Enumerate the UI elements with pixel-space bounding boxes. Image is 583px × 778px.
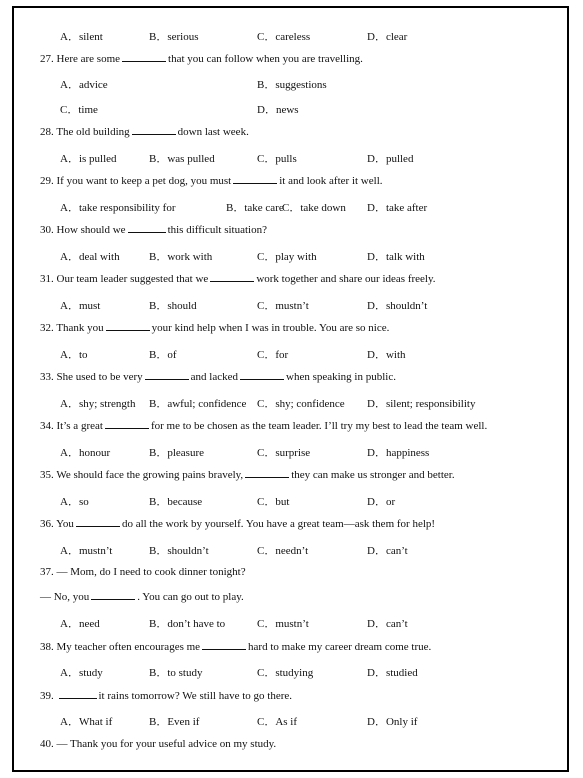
question-39: 39. it rains tomorrow? We still have to go there. xyxy=(40,690,293,702)
q39-option-d[interactable]: D．Only if xyxy=(367,716,418,728)
q27-option-c[interactable]: C．time xyxy=(60,104,98,116)
question-33: 33. She used to be very and lacked when speaking in public. xyxy=(40,371,396,383)
q37-option-b[interactable]: B．don’t have to xyxy=(149,618,226,630)
q32-option-d[interactable]: D．with xyxy=(367,349,406,361)
q35-option-a[interactable]: A．so xyxy=(60,496,89,508)
q29-option-c[interactable]: C．take down xyxy=(282,202,346,214)
q28-option-a[interactable]: A．is pulled xyxy=(60,153,117,165)
q34-option-d[interactable]: D．happiness xyxy=(367,447,430,459)
answer-blank[interactable] xyxy=(245,468,289,478)
answer-blank[interactable] xyxy=(145,370,189,380)
q32-option-c[interactable]: C．for xyxy=(257,349,289,361)
q36-option-a[interactable]: A．mustn’t xyxy=(60,545,113,557)
q32-option-a[interactable]: A．to xyxy=(60,349,88,361)
q37-option-c[interactable]: C．mustn’t xyxy=(257,618,309,630)
q34-option-b[interactable]: B．pleasure xyxy=(149,447,204,459)
question-28: 28. The old building down last week. xyxy=(40,126,249,138)
q37-option-a[interactable]: A．need xyxy=(60,618,100,630)
q30-option-c[interactable]: C．play with xyxy=(257,251,317,263)
q34-option-c[interactable]: C．surprise xyxy=(257,447,311,459)
question-37-reply: — No, you . You can go out to play. xyxy=(40,591,244,603)
answer-blank[interactable] xyxy=(91,590,135,600)
q27-option-a[interactable]: A．advice xyxy=(60,79,108,91)
q26-option-b[interactable]: B．serious xyxy=(149,31,199,43)
q30-option-b[interactable]: B．work with xyxy=(149,251,213,263)
q38-option-c[interactable]: C．studying xyxy=(257,667,314,679)
answer-blank[interactable] xyxy=(132,125,176,135)
answer-blank[interactable] xyxy=(233,174,277,184)
q33-option-b[interactable]: B．awful; confidence xyxy=(149,398,247,410)
answer-blank[interactable] xyxy=(128,223,166,233)
question-32: 32. Thank you your kind help when I was in trouble. You are so nice. xyxy=(40,322,390,334)
q35-option-d[interactable]: D．or xyxy=(367,496,396,508)
answer-blank[interactable] xyxy=(105,419,149,429)
q38-option-d[interactable]: D．studied xyxy=(367,667,418,679)
q38-option-a[interactable]: A．study xyxy=(60,667,103,679)
q27-option-d[interactable]: D．news xyxy=(257,104,299,116)
q31-option-a[interactable]: A．must xyxy=(60,300,101,312)
q33-option-d[interactable]: D．silent; responsibility xyxy=(367,398,476,410)
q33-option-a[interactable]: A．shy; strength xyxy=(60,398,136,410)
q36-option-d[interactable]: D．can’t xyxy=(367,545,408,557)
q31-option-d[interactable]: D．shouldn’t xyxy=(367,300,428,312)
q31-option-b[interactable]: B．should xyxy=(149,300,197,312)
q37-option-d[interactable]: D．can’t xyxy=(367,618,408,630)
q30-option-a[interactable]: A．deal with xyxy=(60,251,120,263)
q38-option-b[interactable]: B．to study xyxy=(149,667,203,679)
exam-page xyxy=(12,6,569,772)
question-31: 31. Our team leader suggested that we work together and share our ideas freely. xyxy=(40,273,436,285)
q28-option-c[interactable]: C．pulls xyxy=(257,153,297,165)
q36-option-c[interactable]: C．needn’t xyxy=(257,545,309,557)
question-29: 29. If you want to keep a pet dog, you must it and look after it well. xyxy=(40,175,383,187)
q27-option-b[interactable]: B．suggestions xyxy=(257,79,327,91)
q26-option-c[interactable]: C．careless xyxy=(257,31,311,43)
answer-blank[interactable] xyxy=(106,321,150,331)
q36-option-b[interactable]: B．shouldn’t xyxy=(149,545,209,557)
q31-option-c[interactable]: C．mustn’t xyxy=(257,300,309,312)
question-38: 38. My teacher often encourages me hard to make my career dream come true. xyxy=(40,641,432,653)
q35-option-c[interactable]: C．but xyxy=(257,496,290,508)
q26-option-a[interactable]: A．silent xyxy=(60,31,103,43)
q32-option-b[interactable]: B．of xyxy=(149,349,177,361)
answer-blank[interactable] xyxy=(210,272,254,282)
q28-option-b[interactable]: B．was pulled xyxy=(149,153,215,165)
q26-option-d[interactable]: D．clear xyxy=(367,31,408,43)
question-30: 30. How should we this difficult situation? xyxy=(40,224,267,236)
question-27: 27. Here are some that you can follow when you are travelling. xyxy=(40,53,363,65)
q39-option-c[interactable]: C．As if xyxy=(257,716,298,728)
question-35: 35. We should face the growing pains bravely, they can make us stronger and better. xyxy=(40,469,455,481)
answer-blank[interactable] xyxy=(122,52,166,62)
answer-blank[interactable] xyxy=(240,370,284,380)
answer-blank[interactable] xyxy=(76,517,120,527)
answer-blank[interactable] xyxy=(202,640,246,650)
q39-option-a[interactable]: A．What if xyxy=(60,716,113,728)
q29-option-d[interactable]: D．take after xyxy=(367,202,428,214)
question-40: 40. — Thank you for your useful advice on my study. xyxy=(40,738,277,750)
question-34: 34. It’s a great for me to be chosen as the team leader. I’ll try my best to lead the team well. xyxy=(40,420,488,432)
question-37: 37. — Mom, do I need to cook dinner tonight? xyxy=(40,566,246,578)
q30-option-d[interactable]: D．talk with xyxy=(367,251,425,263)
q29-option-a[interactable]: A．take responsibility for xyxy=(60,202,176,214)
q29-option-b[interactable]: B．take care xyxy=(226,202,284,214)
q34-option-a[interactable]: A．honour xyxy=(60,447,111,459)
question-36: 36. You do all the work by yourself. You have a great team—ask them for help! xyxy=(40,518,436,530)
q35-option-b[interactable]: B．because xyxy=(149,496,203,508)
q39-option-b[interactable]: B．Even if xyxy=(149,716,200,728)
q33-option-c[interactable]: C．shy; confidence xyxy=(257,398,345,410)
answer-blank[interactable] xyxy=(59,689,97,699)
q28-option-d[interactable]: D．pulled xyxy=(367,153,414,165)
